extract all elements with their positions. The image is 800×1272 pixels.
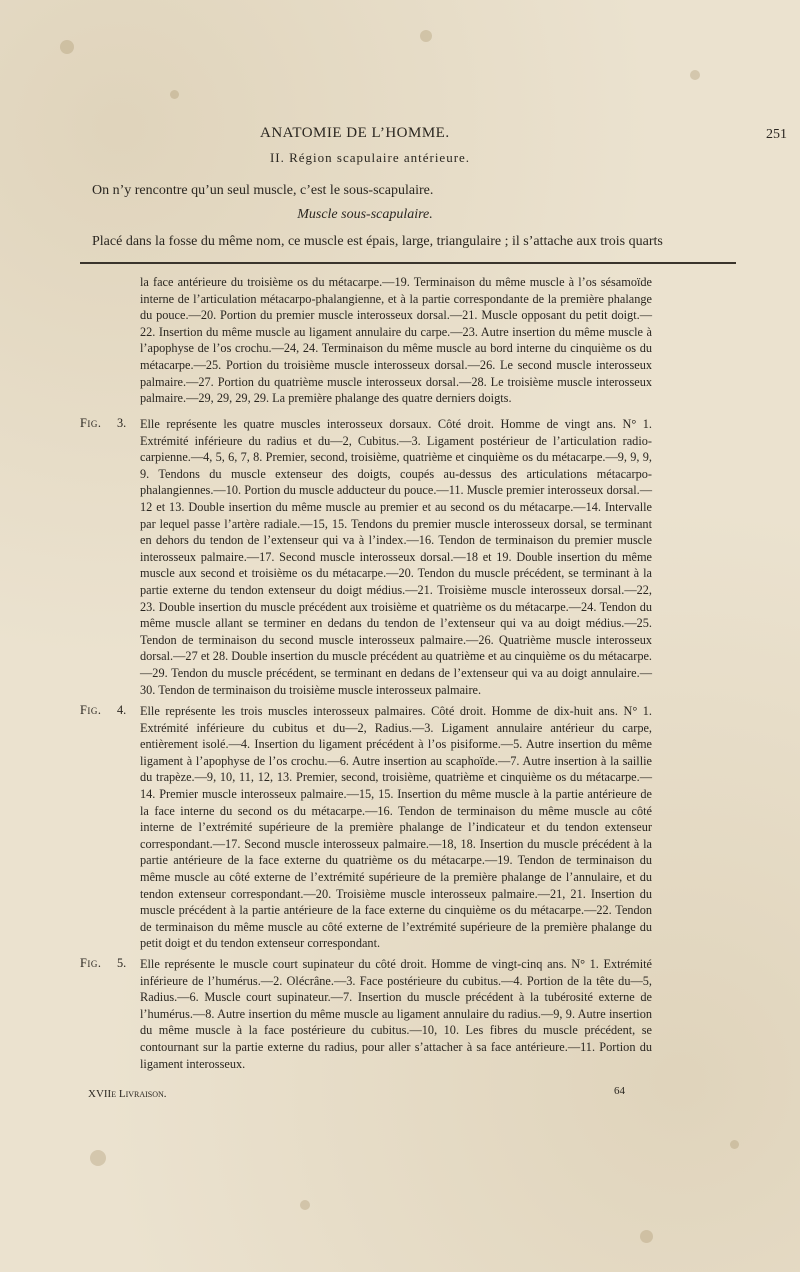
foxing-spot: [730, 1140, 739, 1149]
figure-caption: Elle représente les quatre muscles interosseux dorsaux. Côté droit. Homme de vingt ans. N° 1. Extrémité inférieure du radius et du—2, Cubitus.—3. Ligament postérieur de l’articulation radio-carpienne.—4, 5, 6, 7, 8. Premier, second, troisième, quatrième et cinquième os du métacarpe.—9, 9, 9, 9. Tendons du muscle extenseur des doigts, coupés au-dessus des articulations métacarpo-phalangiennes.—10. Portion du muscle adducteur du pouce.—11. Muscle premier interosseux dorsal.—12 et 13. Double insertion du même muscle au premier et au second os du métacarpe.—14. Intervalle par lequel passe l’artère radiale.—15, 15. Tendons du premier muscle interosseux dorsal, se terminant en dehors du tendon de l’extenseur qui va à l’index.—16. Tendon de terminaison du premier muscle interosseux palmaire.—17. Second muscle interosseux dorsal.—18 et 19. Double insertion du même muscle aux second et troisième os du métacarpe.—20. Tendon du muscle précédent, se terminant à la partie externe du tendon extenseur du doigt médius.—21. Troisième muscle interosseux dorsal.—22, 23. Double insertion du muscle précédent aux troisième et quatrième os du métacarpe.—24. Tendon du même muscle allant se terminer en dedans du tendon de l’extenseur qui va au doigt médius.—25. Tendon de terminaison du second muscle interosseux palmaire.—26. Quatrième muscle interosseux dorsal.—27 et 28. Double insertion du muscle précédent au quatrième et au cinquième os du métacarpe.—29. Tendon du muscle précédent, se terminant en dedans de l’extenseur qui va au doigt annulaire.—30. Tendon de terminaison du troisième muscle interosseux palmaire.: [140, 417, 652, 697]
signature-mark: XVIIe Livraison.: [88, 1088, 167, 1100]
figure-number: 5.: [117, 956, 127, 970]
figure-label: Fig.: [80, 416, 102, 430]
foxing-spot: [90, 1150, 106, 1166]
intro-paragraph: On n’y rencontre qu’un seul muscle, c’est le sous-scapulaire.: [92, 183, 434, 198]
foxing-spot: [420, 30, 432, 42]
figure-number: 3.: [117, 416, 127, 430]
foxing-spot: [640, 1230, 653, 1243]
foxing-spot: [690, 70, 700, 80]
intro-continued: Placé dans la fosse du même nom, ce muscle est épais, large, triangulaire ; il s’attache aux trois quarts: [92, 234, 663, 249]
page-number: 251: [766, 127, 787, 142]
muscle-title: Muscle sous-scapulaire.: [297, 207, 433, 222]
figure-label: Fig.: [80, 956, 102, 970]
paragraph-continuation: la face antérieure du troisième os du métacarpe.—19. Terminaison du même muscle à l’os sésamoïde interne de l’articulation métacarpo-phalangienne, et à la partie correspondante de la première phalange du pouce.—20. Portion du premier muscle interosseux dorsal.—21. Muscle opposant du petit doigt.—22. Insertion du même muscle au ligament annulaire du carpe.—23. Autre insertion du même muscle à l’apophyse de l’os crochu.—24, 24. Terminaison du même muscle au bord interne du cinquième os du métacarpe.—25. Portion du troisième muscle interosseux dorsal.—26. Le second muscle interosseux palmaire.—27. Portion du quatrième muscle interosseux dorsal.—28. Le troisième muscle interosseux palmaire.—29, 29, 29, 29. La première phalange des quatre derniers doigts.: [140, 275, 652, 406]
figure-label: Fig.: [80, 703, 102, 717]
foxing-spot: [60, 40, 74, 54]
gathering-number: 64: [614, 1085, 625, 1097]
horizontal-rule: [80, 262, 736, 264]
foxing-spot: [300, 1200, 310, 1210]
section-heading: II. Région scapulaire antérieure.: [269, 150, 471, 165]
figure-caption: Elle représente le muscle court supinateur du côté droit. Homme de vingt-cinq ans. N° 1. Extrémité inférieure de l’humérus.—2. Olécrâne.—3. Face postérieure du cubitus.—4. Portion de la tête du—5, Radius.—6. Muscle court supinateur.—7. Insertion du muscle précédent à la tubérosité externe de l’humérus.—8. Autre insertion du même muscle au ligament annulaire du radius.—9, 9. Autre insertion du même muscle à la face postérieure du cubitus.—10, 10. Les fibres du muscle précédent, se contournant sur la partie externe du radius, pour aller s’attacher à sa face antérieure.—11. Portion du ligament interosseux.: [140, 957, 652, 1071]
foxing-spot: [170, 90, 179, 99]
running-head: ANATOMIE DE L’HOMME.: [260, 125, 450, 141]
figure-number: 4.: [117, 703, 127, 717]
figure-caption: Elle représente les trois muscles interosseux palmaires. Côté droit. Homme de dix-huit ans. N° 1. Extrémité inférieure du cubitus et du—2, Radius.—3. Ligament annulaire antérieur du carpe, entièrement isolé.—4. Insertion du ligament précédent à l’os pisiforme.—5. Autre insertion du même ligament à l’apophyse de l’os crochu.—6. Autre insertion au scaphoïde.—7. Autre insertion à la saillie du trapèze.—9, 10, 11, 12, 13. Premier, second, troisième, quatrième et cinquième os du métacarpe.—14. Premier muscle interosseux palmaire.—15, 15. Insertion du même muscle à la partie antérieure de la face interne du second os du métacarpe.—16. Tendon de terminaison du même muscle au côté interne de l’extrémité supérieure de la première phalange de l’indicateur et du tendon extenseur correspondant.—17. Second muscle interosseux palmaire.—18, 18. Insertion du muscle précédent à la partie antérieure de la face externe du quatrième os du métacarpe.—19. Tendon de terminaison du même muscle au côté externe de l’extrémité supérieure de la première phalange de l’annulaire, et du tendon extenseur correspondant.—20. Troisième muscle interosseux palmaire.—21, 21. Insertion du muscle précédent à la partie antérieure de la face externe du cinquième os du métacarpe.—22. Tendon de terminaison du même muscle au côté externe de l’extrémité supérieure de la première phalange du petit doigt et du tendon extenseur correspondant.: [140, 704, 652, 951]
